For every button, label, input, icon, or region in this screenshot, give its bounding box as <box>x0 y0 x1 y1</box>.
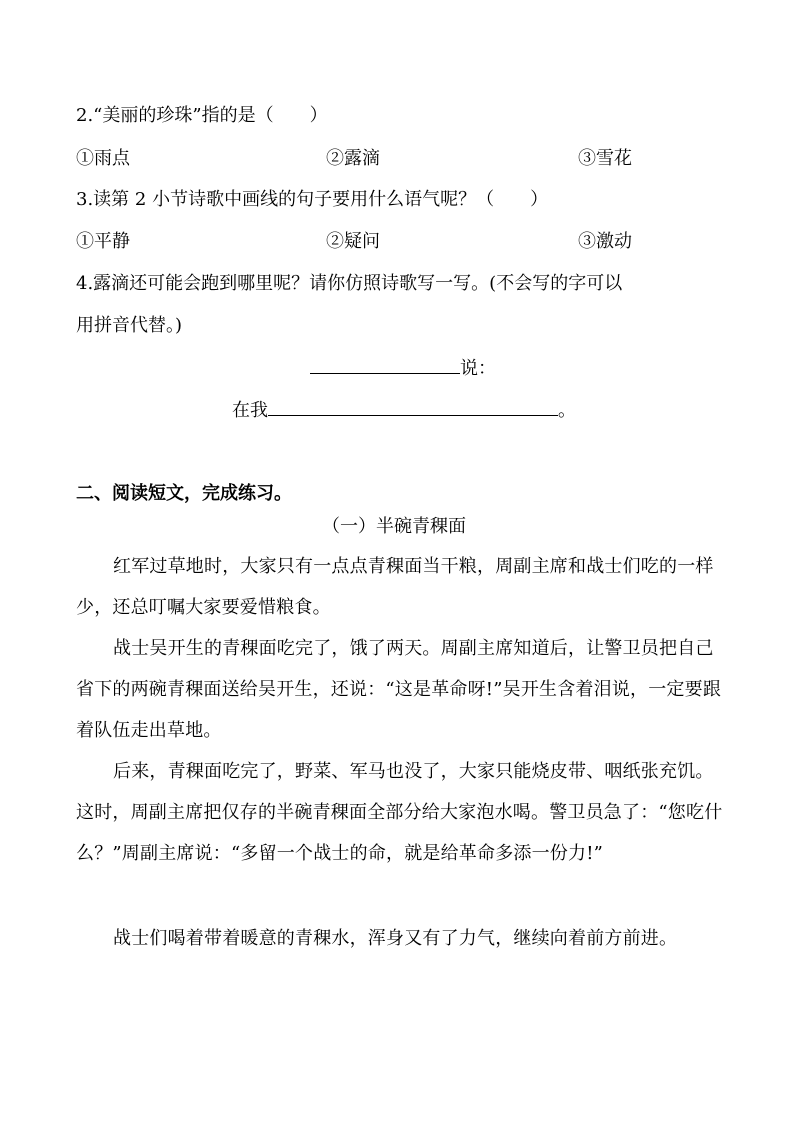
question-3: 3.读第 2 小节诗歌中画线的句子要用什么语气呢？（ ） <box>76 189 549 210</box>
fill-1-suffix: 说： <box>460 358 496 379</box>
q3-option-1[interactable]: ①平静 <box>76 231 130 252</box>
question-2: 2.“美丽的珍珠”指的是（ ） <box>76 105 328 126</box>
fill-blank-2[interactable] <box>268 397 558 416</box>
q2-option-1[interactable]: ①雨点 <box>76 148 130 169</box>
fill-blank-1[interactable] <box>310 355 460 374</box>
paragraph-2: 战士吴开生的青稞面吃完了，饿了两天。周副主席知道后，让警卫员把自己省下的两碗青稞面送给吴开生，还说：“这是革命呀!”吴开生含着泪说，一定要跟着队伍走出草地。 <box>76 638 722 741</box>
question-4-line-1: 4.露滴还可能会跑到哪里呢？请你仿照诗歌写一写。(不会写的字可以 <box>76 273 623 294</box>
fill-line-2 <box>232 397 576 424</box>
q2-option-3[interactable]: ③雪花 <box>578 148 632 169</box>
question-4-line-2: 用拼音代替。) <box>76 315 183 336</box>
paragraph-1: 红军过草地时，大家只有一点点青稞面当干粮，周副主席和战士们吃的一样少，还总叮嘱大家要爱惜粮食。 <box>76 556 714 618</box>
q3-option-2[interactable]: ②疑问 <box>326 231 380 252</box>
fill-2-suffix: 。 <box>558 400 576 421</box>
paragraph-4: 战士们喝着带着暖意的青稞水，浑身又有了力气，继续向着前方前进。 <box>113 928 678 949</box>
section-heading: 二、阅读短文，完成练习。 <box>76 483 292 504</box>
q3-option-3[interactable]: ③激动 <box>578 231 632 252</box>
q2-option-2[interactable]: ②露滴 <box>326 148 380 169</box>
passage-title: （一）半碗青稞面 <box>322 516 466 537</box>
paragraph-3: 后来，青稞面吃完了，野菜、军马也没了，大家只能烧皮带、咽纸张充饥。这时，周副主席把仅存的半碗青稞面全部分给大家泡水喝。警卫员急了：“您吃什么？”周副主席说：“多留一个战士的命，就是给革命多添一份力!” <box>76 761 723 864</box>
fill-line-1 <box>310 355 496 382</box>
fill-2-prefix: 在我 <box>232 400 268 421</box>
